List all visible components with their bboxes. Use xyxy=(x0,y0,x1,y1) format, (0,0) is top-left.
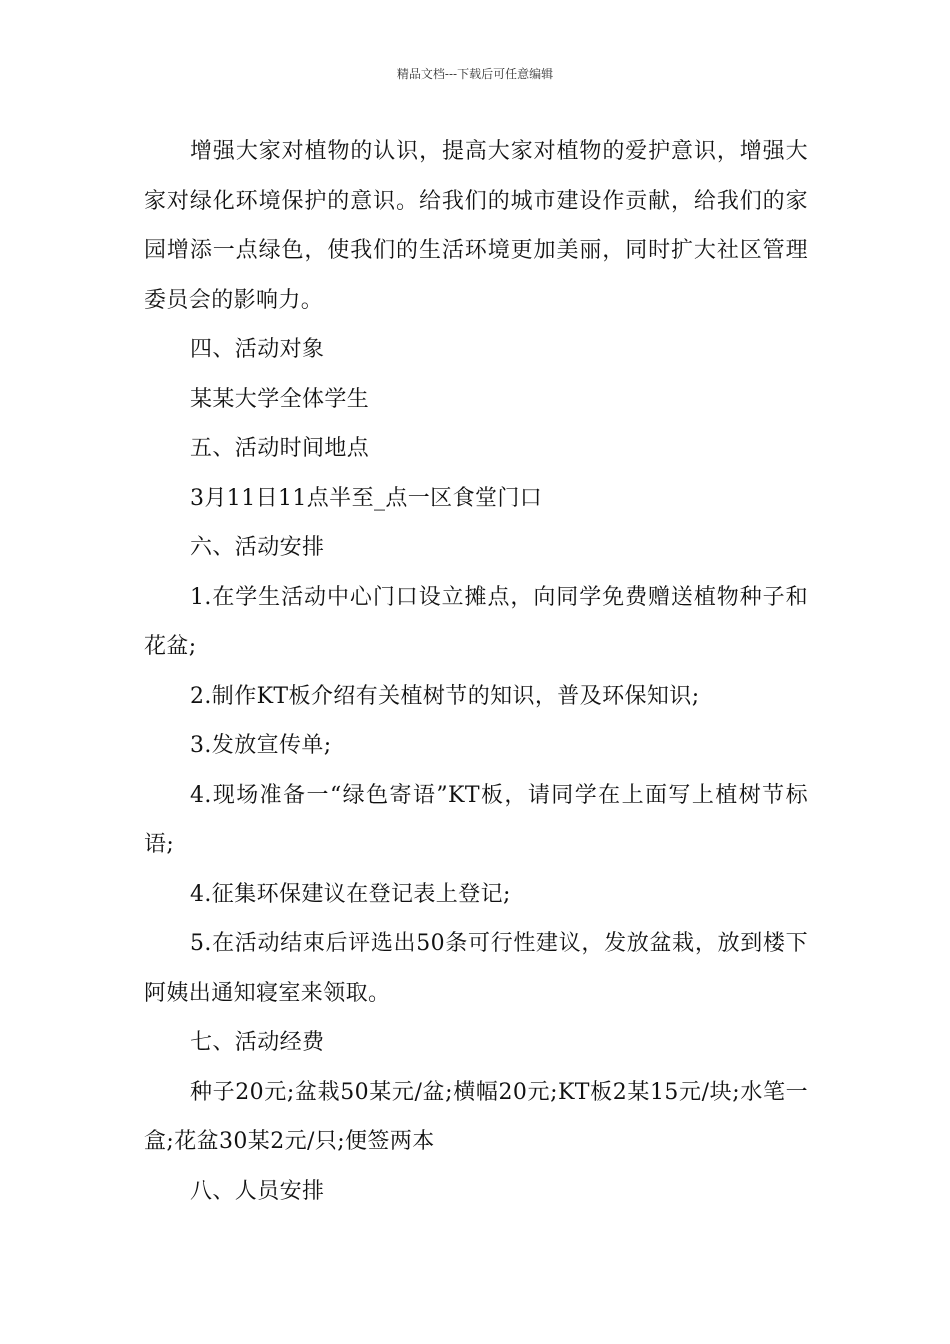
section-heading-arrangement: 六、活动安排 xyxy=(190,535,325,560)
list-item: 2.制作KT板介绍有关植树节的知识，普及环保知识; xyxy=(190,683,700,709)
list-item: 3.发放宣传单; xyxy=(190,733,332,758)
list-item: 4.现场准备一“绿色寄语”KT板，请同学在上面写上植树节标语; xyxy=(144,782,808,857)
section-heading-target: 四、活动对象 xyxy=(190,337,325,362)
paragraph-purpose: 增强大家对植物的认识，提高大家对植物的爱护意识，增强大家对绿化环境保护的意识。给我们的城市建设作贡献，给我们的家园增添一点绿色，使我们的生活环境更加美丽，同时扩大社区管理委员会的影响力。 xyxy=(144,139,808,313)
section-heading-time-place: 五、活动时间地点 xyxy=(190,436,370,461)
paragraph-budget: 种子20元;盆栽50某元/盆;横幅20元;KT板2某15元/块;水笔一盒;花盆30某2元/只;便签两本 xyxy=(144,1079,808,1154)
list-item: 1.在学生活动中心门口设立摊点，向同学免费赠送植物种子和花盆; xyxy=(144,584,808,659)
paragraph-target: 某某大学全体学生 xyxy=(190,386,370,412)
section-heading-staff: 八、人员安排 xyxy=(190,1178,325,1204)
section-heading-budget: 七、活动经费 xyxy=(190,1030,325,1055)
paragraph-time-place: 3月11日11点半至_点一区食堂门口 xyxy=(190,485,543,511)
page-header: 精品文档---下载后可任意编辑 xyxy=(396,67,554,81)
list-item: 5.在活动结束后评选出50条可行性建议，发放盆栽，放到楼下阿姨出通知寝室来领取。 xyxy=(144,931,808,1006)
list-item: 4.征集环保建议在登记表上登记; xyxy=(190,881,511,907)
document-body xyxy=(144,127,808,1216)
